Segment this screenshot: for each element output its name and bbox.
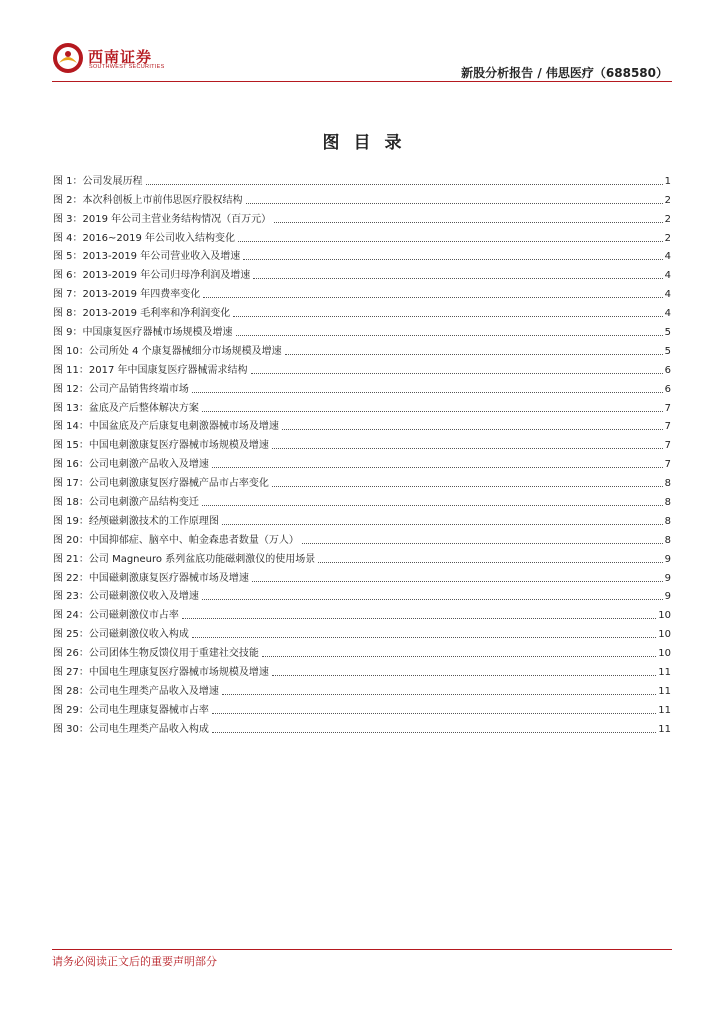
logo-chinese-name: 西南证券: [88, 48, 153, 66]
toc-entry[interactable]: [53, 207, 671, 226]
toc-entry-page[interactable]: 6: [664, 383, 671, 395]
toc-leader-dots: [192, 392, 663, 393]
toc-entry-label[interactable]: 图 5：2013-2019 年公司营业收入及增速: [53, 251, 241, 263]
toc-entry-page[interactable]: 2: [664, 213, 671, 225]
toc-entry[interactable]: [53, 282, 671, 301]
logo-mark-icon: [52, 42, 84, 74]
toc-entry-label[interactable]: 图 8：2013-2019 毛利率和净利润变化: [53, 308, 231, 320]
toc-entry-label[interactable]: 图 28：公司电生理类产品收入及增速: [53, 685, 219, 697]
toc-leader-dots: [272, 448, 663, 449]
toc-leader-dots: [253, 278, 662, 279]
toc-leader-dots: [236, 335, 663, 336]
toc-entry-label[interactable]: 图 7：2013-2019 年四费率变化: [53, 289, 201, 301]
toc-entry-label[interactable]: 图 2：本次科创板上市前伟思医疗股权结构: [53, 194, 243, 206]
toc-leader-dots: [252, 581, 663, 582]
toc-entry-page[interactable]: 8: [664, 478, 671, 490]
toc-entry[interactable]: [53, 660, 671, 679]
toc-entry[interactable]: [53, 358, 671, 377]
toc-entry-page[interactable]: 5: [664, 327, 671, 339]
toc-entry-page[interactable]: 10: [658, 648, 671, 660]
toc-leader-dots: [202, 411, 663, 412]
toc-entry-label[interactable]: 图 4：2016~2019 年公司收入结构变化: [53, 232, 235, 244]
toc-entry-page[interactable]: 9: [664, 572, 671, 584]
toc-entry-label[interactable]: 图 19：经颅磁刺激技术的工作原理图: [53, 515, 219, 527]
toc-entry-label[interactable]: 图 12：公司产品销售终端市场: [53, 383, 189, 395]
toc-entry-label[interactable]: 图 25：公司磁刺激仪收入构成: [53, 629, 189, 641]
toc-entry-page[interactable]: 8: [664, 515, 671, 527]
toc-entry-page[interactable]: 1: [664, 175, 671, 187]
toc-entry[interactable]: [53, 263, 671, 282]
toc-entry-page[interactable]: 4: [664, 289, 671, 301]
toc-entry[interactable]: [53, 603, 671, 622]
toc-entry-label[interactable]: 图 29：公司电生理康复器械市占率: [53, 704, 209, 716]
toc-leader-dots: [318, 562, 662, 563]
footer-disclaimer: 请务必阅读正文后的重要声明部分: [52, 955, 217, 968]
toc-entry[interactable]: [53, 490, 671, 509]
footer-divider: [52, 949, 672, 950]
toc-leader-dots: [246, 203, 663, 204]
toc-entry[interactable]: [53, 433, 671, 452]
toc-entry[interactable]: [53, 679, 671, 698]
toc-entry-page[interactable]: 11: [658, 667, 671, 679]
toc-leader-dots: [212, 713, 656, 714]
toc-entry-page[interactable]: 11: [658, 723, 671, 735]
toc-entry-label[interactable]: 图 26：公司团体生物反馈仪用于重建社交技能: [53, 648, 259, 660]
toc-leader-dots: [202, 505, 663, 506]
toc-entry-page[interactable]: 9: [664, 553, 671, 565]
toc-entry[interactable]: [53, 452, 671, 471]
toc-leader-dots: [202, 599, 663, 600]
toc-entry-page[interactable]: 7: [664, 459, 671, 471]
toc-entry[interactable]: [53, 320, 671, 339]
toc-entry-page[interactable]: 10: [658, 629, 671, 641]
toc-leader-dots: [182, 618, 656, 619]
toc-entry-page[interactable]: 7: [664, 421, 671, 433]
toc-entry[interactable]: [53, 698, 671, 717]
toc-entry-page[interactable]: 9: [664, 591, 671, 603]
toc-leader-dots: [146, 184, 663, 185]
toc-leader-dots: [302, 543, 663, 544]
toc-entry-page[interactable]: 7: [664, 440, 671, 452]
toc-entry[interactable]: [53, 717, 671, 736]
toc-entry-page[interactable]: 6: [664, 364, 671, 376]
report-title: 新股分析报告 / 伟思医疗（688580）: [461, 66, 668, 80]
toc-entry-label[interactable]: 图 23：公司磁刺激仪收入及增速: [53, 591, 199, 603]
toc-entry-label[interactable]: 图 27：中国电生理康复医疗器械市场规模及增速: [53, 667, 269, 679]
toc-entry-label[interactable]: 图 11：2017 年中国康复医疗器械需求结构: [53, 364, 248, 376]
toc-entry-page[interactable]: 5: [664, 345, 671, 357]
toc-leader-dots: [243, 259, 662, 260]
toc-entry-page[interactable]: 4: [664, 308, 671, 320]
toc-entry-page[interactable]: 2: [664, 194, 671, 206]
toc-leader-dots: [272, 675, 656, 676]
toc-leader-dots: [282, 429, 663, 430]
toc-entry-page[interactable]: 8: [664, 534, 671, 546]
toc-entry-label[interactable]: 图 20：中国抑郁症、脑卒中、帕金森患者数量（万人）: [53, 534, 299, 546]
toc-entry-page[interactable]: 10: [658, 610, 671, 622]
toc-entry[interactable]: [53, 509, 671, 528]
page-header: [52, 40, 672, 82]
toc-leader-dots: [212, 467, 663, 468]
toc-entry-label[interactable]: 图 22：中国磁刺激康复医疗器械市场及增速: [53, 572, 249, 584]
toc-leader-dots: [285, 354, 663, 355]
toc-entry-label[interactable]: 图 24：公司磁刺激仪市占率: [53, 610, 179, 622]
toc-entry[interactable]: [53, 622, 671, 641]
toc-entry-page[interactable]: 7: [664, 402, 671, 414]
toc-entry-label[interactable]: 图 1：公司发展历程: [53, 175, 143, 187]
toc-entry-label[interactable]: 图 16：公司电刺激产品收入及增速: [53, 459, 209, 471]
toc-entry-label[interactable]: 图 13：盆底及产后整体解决方案: [53, 402, 199, 414]
toc-leader-dots: [274, 222, 662, 223]
toc-entry[interactable]: [53, 226, 671, 245]
toc-leader-dots: [222, 524, 663, 525]
toc-entry[interactable]: [53, 528, 671, 547]
toc-entry-page[interactable]: 4: [664, 251, 671, 263]
toc-leader-dots: [251, 373, 663, 374]
toc-entry[interactable]: [53, 547, 671, 566]
toc-entry[interactable]: [53, 377, 671, 396]
toc-entry[interactable]: [53, 585, 671, 604]
toc-entry[interactable]: [53, 245, 671, 264]
company-logo: [52, 42, 212, 74]
toc-entry[interactable]: [53, 339, 671, 358]
toc-entry-label[interactable]: 图 17：公司电刺激康复医疗器械产品市占率变化: [53, 478, 269, 490]
toc-entry-page[interactable]: 4: [664, 270, 671, 282]
page-title: 图目录: [322, 133, 416, 153]
toc-leader-dots: [222, 694, 656, 695]
toc-entry-label[interactable]: 图 30：公司电生理类产品收入构成: [53, 723, 209, 735]
toc-entry-label[interactable]: 图 15：中国电刺激康复医疗器械市场规模及增速: [53, 440, 269, 452]
toc-entry-page[interactable]: 2: [664, 232, 671, 244]
toc-entry-label[interactable]: 图 3：2019 年公司主营业务结构情况（百万元）: [53, 213, 272, 225]
toc-entry[interactable]: [53, 169, 671, 188]
toc-leader-dots: [203, 297, 662, 298]
logo-english-name: SOUTHWEST SECURITIES: [89, 64, 165, 70]
toc-leader-dots: [212, 732, 656, 733]
toc-entry[interactable]: [53, 301, 671, 320]
toc-leader-dots: [192, 637, 656, 638]
toc-entry[interactable]: [53, 641, 671, 660]
toc-entry-page[interactable]: 8: [664, 497, 671, 509]
toc-entry-label[interactable]: 图 9：中国康复医疗器械市场规模及增速: [53, 327, 233, 339]
header-divider: [52, 81, 672, 82]
toc-leader-dots: [238, 241, 663, 242]
toc-entry-label[interactable]: 图 6：2013-2019 年公司归母净利润及增速: [53, 270, 251, 282]
toc-entry[interactable]: [53, 566, 671, 585]
toc-entry-page[interactable]: 11: [658, 685, 671, 697]
toc-entry[interactable]: [53, 415, 671, 434]
toc-entry-label[interactable]: 图 18：公司电刺激产品结构变迁: [53, 497, 199, 509]
toc-entry[interactable]: [53, 396, 671, 415]
toc-leader-dots: [272, 486, 663, 487]
toc-entry-label[interactable]: 图 21：公司 Magneuro 系列盆底功能磁刺激仪的使用场景: [53, 553, 316, 565]
toc-entry-label[interactable]: 图 14：中国盆底及产后康复电刺激器械市场及增速: [53, 421, 279, 433]
toc-leader-dots: [233, 316, 662, 317]
toc-entry[interactable]: [53, 188, 671, 207]
toc-entry-label[interactable]: 图 10：公司所处 4 个康复器械细分市场规模及增速: [53, 345, 282, 357]
toc-entry[interactable]: [53, 471, 671, 490]
toc-leader-dots: [262, 656, 656, 657]
figure-toc-list: [53, 169, 671, 736]
toc-entry-page[interactable]: 11: [658, 704, 671, 716]
